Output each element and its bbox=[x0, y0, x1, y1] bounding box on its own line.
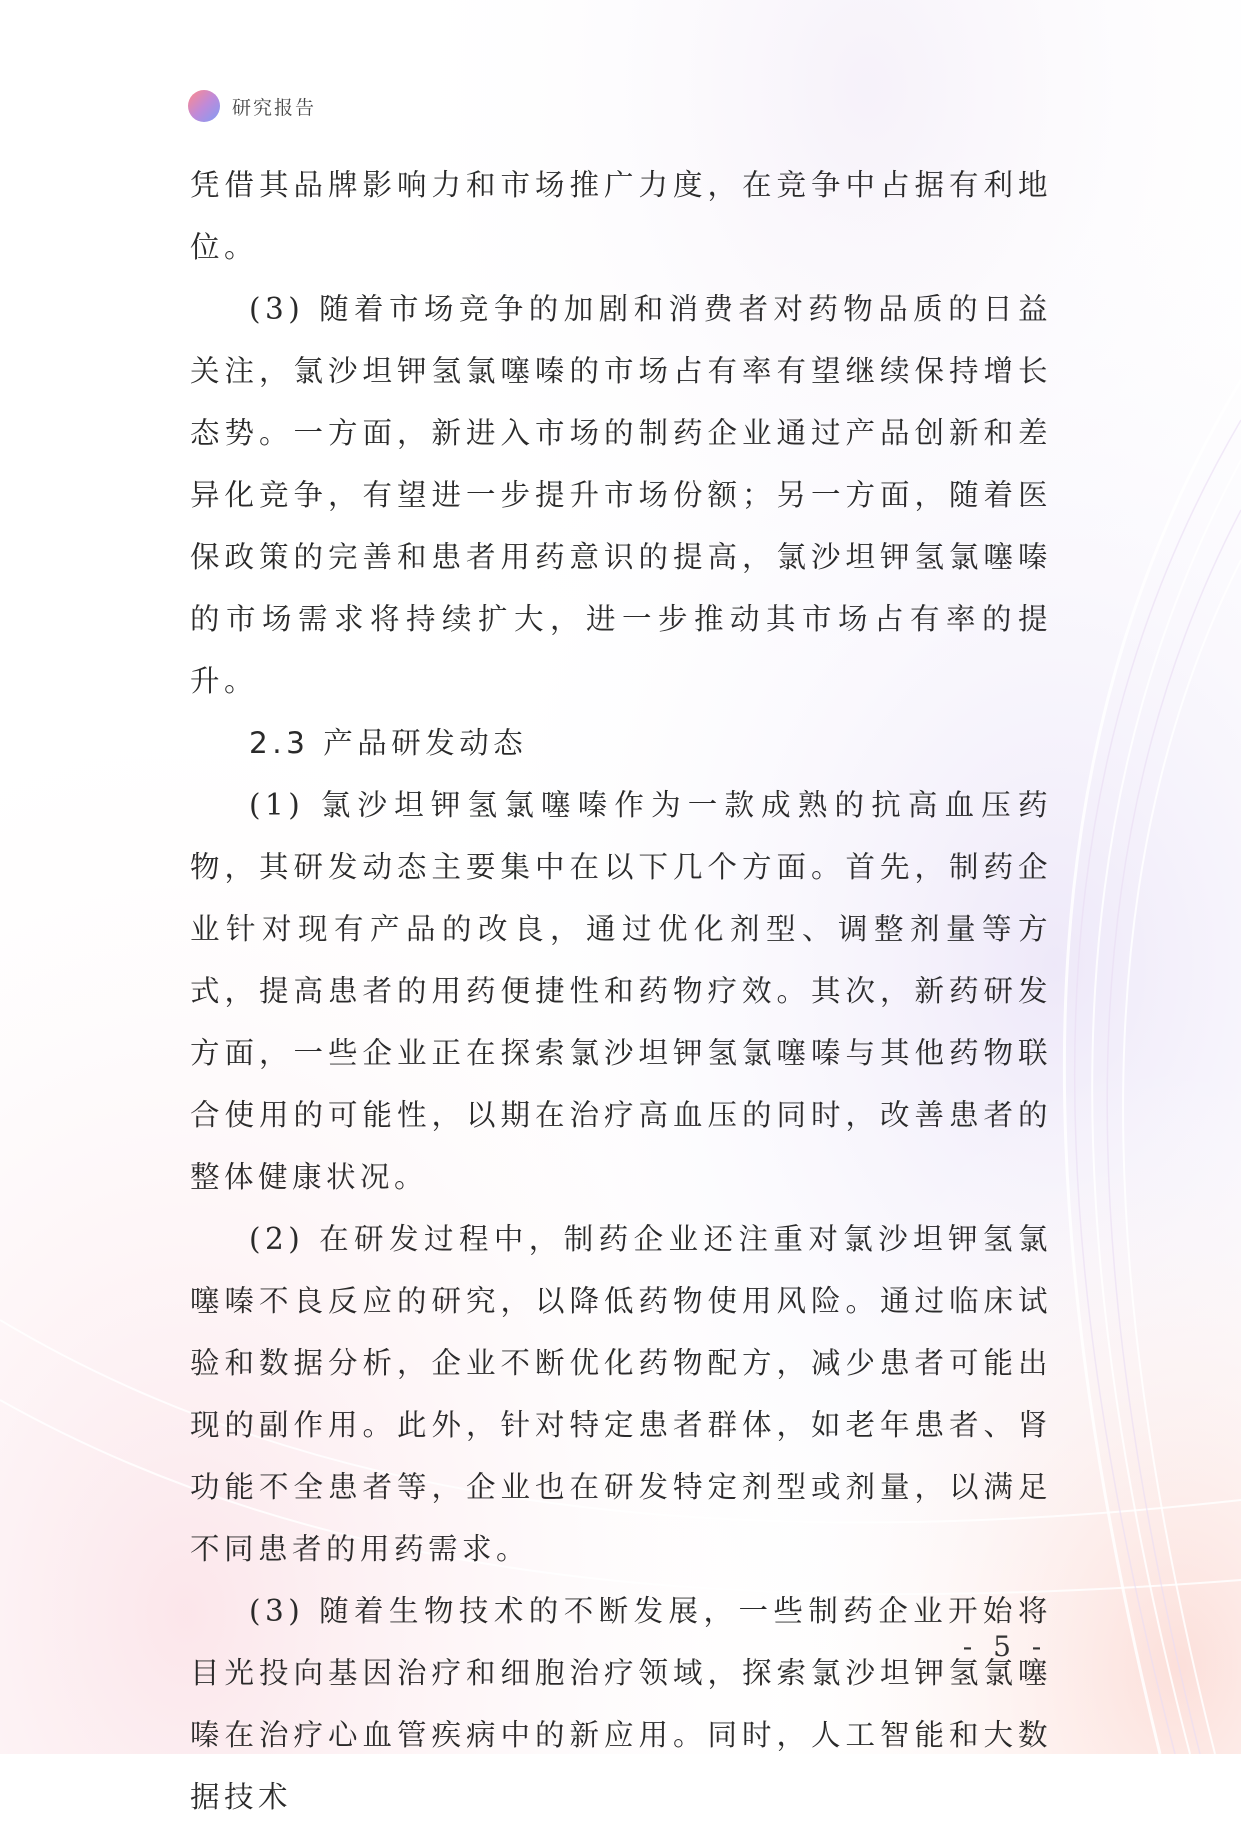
paragraph-rd-2: (2) 在研发过程中，制药企业还注重对氯沙坦钾氢氯噻嗪不良反应的研究，以降低药物使用风险。通过临床试验和数据分析，企业不断优化药物配方，减少患者可能出现的副作用。此外，针对特定患者群体，如老年患者、肾功能不全患者等，企业也在研发特定剂型或剂量，以满足不同患者的用药需求。 bbox=[190, 1222, 1052, 1566]
paragraph-continuation: 凭借其品牌影响力和市场推广力度，在竞争中占据有利地位。 bbox=[190, 168, 1052, 264]
paragraph-rd-1: (1) 氯沙坦钾氢氯噻嗪作为一款成熟的抗高血压药物，其研发动态主要集中在以下几个方面。首先，制药企业针对现有产品的改良，通过优化剂型、调整剂量等方式，提高患者的用药便捷性和药物疗效。其次，新药研发方面，一些企业正在探索氯沙坦钾氢氯噻嗪与其他药物联合使用的可能性，以期在治疗高血压的同时，改善患者的整体健康状况。 bbox=[190, 788, 1052, 1194]
header-title: 研究报告 bbox=[232, 96, 317, 119]
document-body bbox=[190, 154, 1052, 1828]
report-header bbox=[188, 90, 316, 122]
logo-circle-icon bbox=[188, 90, 220, 122]
paragraph-market-share: (3) 随着市场竞争的加剧和消费者对药物品质的日益关注，氯沙坦钾氢氯噻嗪的市场占有率有望继续保持增长态势。一方面，新进入市场的制药企业通过产品创新和差异化竞争，有望进一步提升市场份额；另一方面，随着医保政策的完善和患者用药意识的提高，氯沙坦钾氢氯噻嗪的市场需求将持续扩大，进一步推动其市场占有率的提升。 bbox=[190, 292, 1052, 698]
page-number: - 5 - bbox=[962, 1630, 1048, 1663]
paragraph-rd-3: (3) 随着生物技术的不断发展，一些制药企业开始将目光投向基因治疗和细胞治疗领域，探索氯沙坦钾氢氯噻嗪在治疗心血管疾病中的新应用。同时，人工智能和大数据技术 bbox=[190, 1594, 1052, 1814]
section-heading: 2.3 产品研发动态 bbox=[249, 726, 528, 760]
